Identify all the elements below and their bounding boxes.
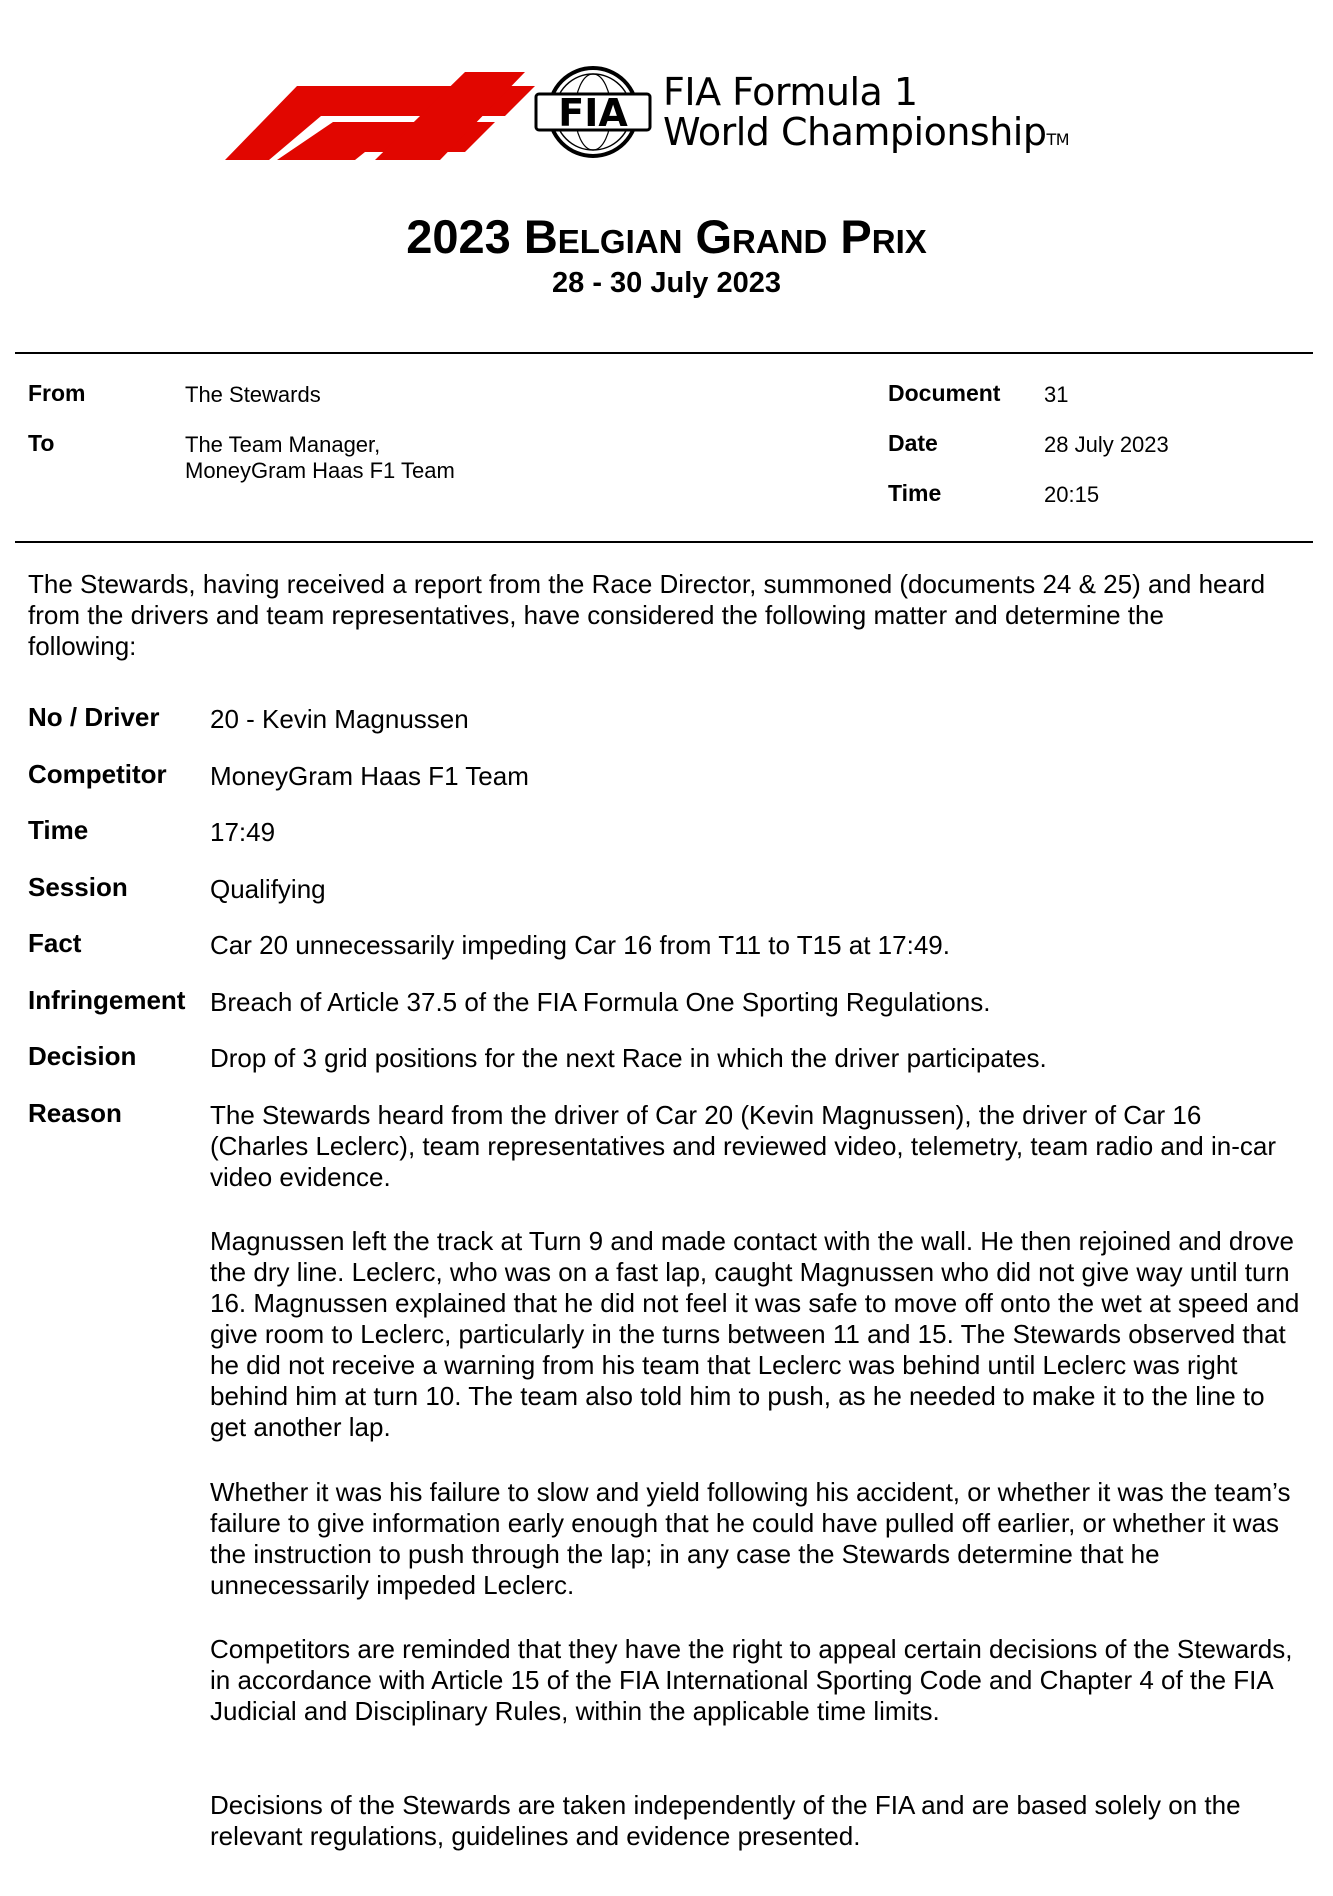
date-value: 28 July 2023: [1044, 432, 1169, 457]
decision-value: Drop of 3 grid positions for the next Race in which the driver participates.: [210, 1043, 1047, 1073]
event-title: 2023 Belgian Grand Prix: [406, 210, 927, 263]
reason-paragraph-1: The Stewards heard from the driver of Car 20 (Kevin Magnussen), the driver of Car 16 (Charles Leclerc), team representatives and reviewed video, telemetry, team radio and in-car video evidence.: [210, 1100, 1276, 1192]
fact-value: Car 20 unnecessarily impeding Car 16 from T11 to T15 at 17:49.: [210, 930, 950, 960]
reason-label: Reason: [28, 1098, 122, 1128]
driver-label: No / Driver: [28, 702, 160, 732]
competitor-label: Competitor: [28, 759, 167, 789]
svg-text:FIA: FIA: [558, 91, 628, 135]
wordmark-line-1: FIA Formula 1: [663, 70, 918, 114]
document-label: Document: [888, 380, 1001, 406]
from-label: From: [28, 380, 86, 406]
infringement-label: Infringement: [28, 985, 186, 1015]
reason-paragraph-3: Whether it was his failure to slow and yield following his accident, or whether it was the team’s failure to give information early enough that he could have pulled off earlier, or whether it was the instruction to push through the lap; in any case the Stewards determine that he unnecessarily impeded Leclerc.: [210, 1477, 1291, 1600]
to-value-line-1: The Team Manager,: [185, 432, 381, 457]
incident-time-value: 17:49: [210, 817, 276, 847]
document-header: [0, 60, 1333, 170]
time-label: Time: [888, 480, 942, 506]
intro-paragraph: The Stewards, having received a report from the Race Director, summoned (documents 24 & 25) and heard from the drivers and team representatives, have considered the following matter and determine the following:: [28, 569, 1266, 661]
incident-time-label: Time: [28, 815, 89, 845]
infringement-value: Breach of Article 37.5 of the FIA Formula One Sporting Regulations.: [210, 987, 991, 1017]
fact-label: Fact: [28, 928, 82, 958]
event-dates: 28 - 30 July 2023: [552, 267, 781, 299]
to-value-line-2: MoneyGram Haas F1 Team: [185, 458, 455, 483]
from-value: The Stewards: [185, 382, 321, 407]
divider-top: [15, 352, 1313, 354]
to-label: To: [28, 430, 55, 456]
championship-wordmark: [663, 72, 1069, 160]
session-value: Qualifying: [210, 874, 326, 904]
reason-paragraph-2: Magnussen left the track at Turn 9 and made contact with the wall. He then rejoined and drove the dry line. Leclerc, who was on a fast lap, caught Magnussen who did not give way until turn 16. Magnussen explained that he did not feel it was safe to move off onto the wet at speed and give room to Leclerc, particularly in the turns between 11 and 15. The Stewards observed that he did not receive a warning from his team that Leclerc was behind until Leclerc was right behind him at turn 10. The team also told him to push, as he needed to make it to the line to get another lap.: [210, 1226, 1300, 1442]
divider-bottom: [15, 541, 1313, 543]
fia-emblem-icon: [528, 64, 658, 160]
date-label: Date: [888, 430, 938, 456]
session-label: Session: [28, 872, 128, 902]
time-value: 20:15: [1044, 482, 1100, 507]
trademark-mark: TM: [1046, 130, 1070, 149]
wordmark-line-2: World ChampionshipTM: [663, 110, 1070, 154]
independence-notice-paragraph: Decisions of the Stewards are taken independently of the FIA and are based solely on the relevant regulations, guidelines and evidence presented.: [210, 1790, 1241, 1851]
document-value: 31: [1044, 382, 1069, 407]
competitor-value: MoneyGram Haas F1 Team: [210, 761, 529, 791]
f1-logo-icon: [225, 72, 535, 162]
driver-value: 20 - Kevin Magnussen: [210, 704, 469, 734]
appeal-notice-paragraph: Competitors are reminded that they have the right to appeal certain decisions of the Stewards, in accordance with Article 15 of the FIA International Sporting Code and Chapter 4 of the FIA Judicial and Disciplinary Rules, within the applicable time limits.: [210, 1634, 1293, 1726]
decision-label: Decision: [28, 1041, 137, 1071]
